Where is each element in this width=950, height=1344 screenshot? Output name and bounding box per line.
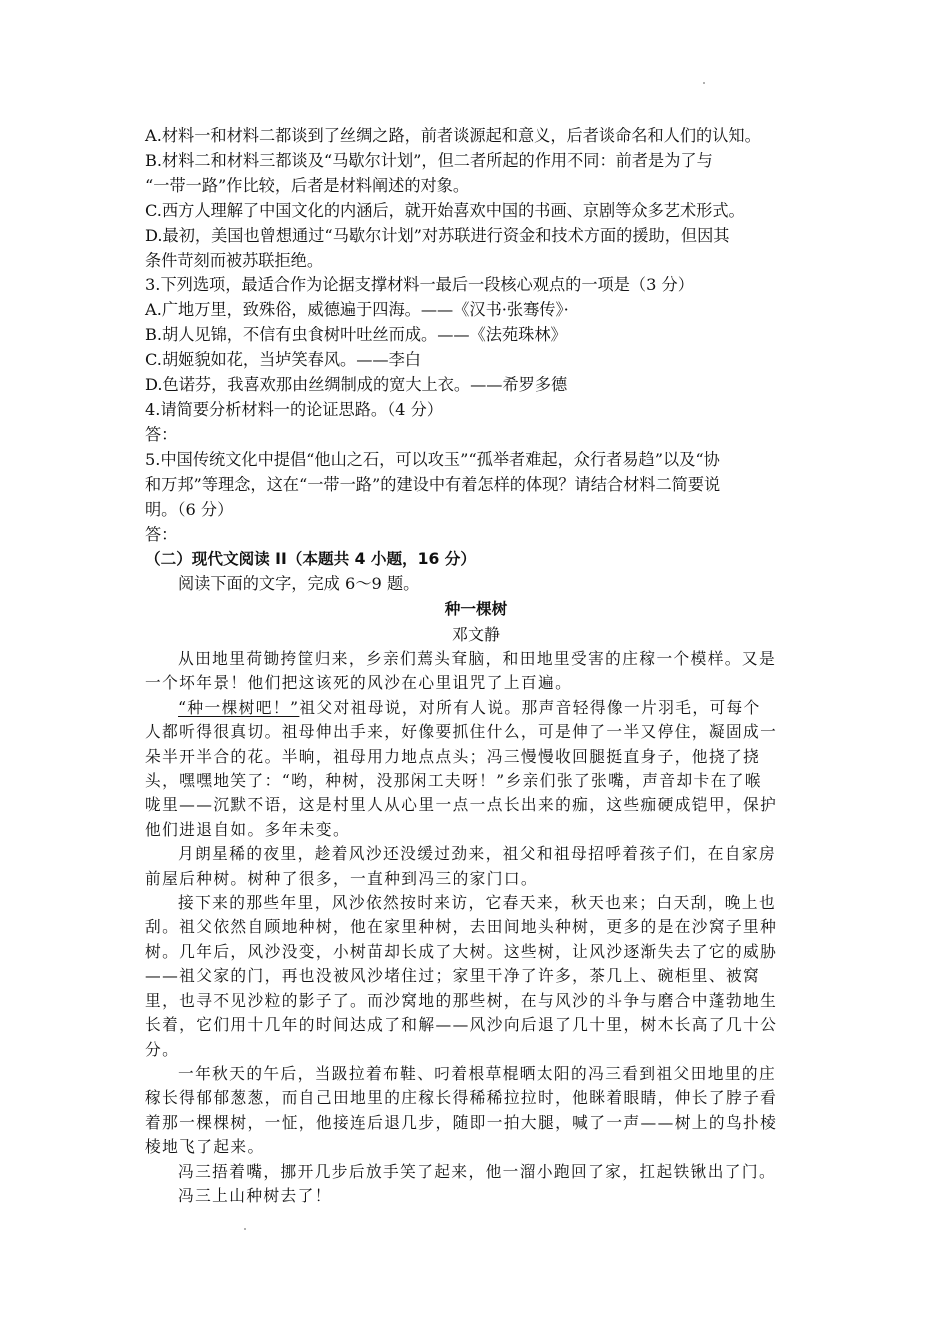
- q5-line: 和万邦”等理念，这在“一带一路”的建设中有着怎样的体现？请结合材料二简要说: [145, 474, 721, 494]
- story-paragraph-2: [145, 696, 807, 842]
- story-line: 头，嘿嘿地笑了：“哟，种树，没那闲工夫呀！”乡亲们张了张嘴，声音却卡在了喉: [145, 771, 762, 791]
- q3-option-b: B.胡人见锦，不信有虫食树叶吐丝而成。——《法苑珠林》: [145, 325, 567, 345]
- story-paragraph-3: [145, 842, 807, 891]
- story-paragraph-5: [145, 1062, 807, 1160]
- q5-line: 明。（6 分）: [145, 499, 234, 519]
- story-paragraph-7: [145, 1184, 807, 1208]
- story-line: 刮。祖父依然自顾地种树，他在家里种树，去田间地头种树，更多的是在沙窝子里种: [145, 917, 778, 937]
- story-line: 前屋后种树。树种了很多，一直种到冯三的家门口。: [145, 868, 539, 888]
- story-title: 种一棵树: [444, 600, 508, 618]
- q2-option-d: D.最初，美国也曾想通过“马歇尔计划”对苏联进行资金和技术方面的援助，但因其: [145, 225, 730, 245]
- question-5: [145, 448, 807, 548]
- scan-speck: [244, 1228, 246, 1230]
- story-line: 长着，它们用十几年的时间达成了和解——风沙向后退了几十里，树木长高了几十公: [145, 1015, 778, 1035]
- scan-speck: [703, 82, 705, 84]
- question-3: [145, 273, 807, 398]
- story-line: 朵半开半合的花。半晌，祖母用力地点点头；冯三慢慢收回腿挺直身子，他挠了挠: [145, 746, 761, 766]
- story-line: 接下来的那些年里，风沙依然按时来访，它春天来，秋天也来；白天刮，晚上也: [178, 893, 777, 913]
- story-line-rest: 祖父对祖母说，对所有人说。那声音轻得像一片羽毛，可每个: [299, 697, 761, 717]
- story-line: 一个坏年景！他们把这该死的风沙在心里诅咒了上百遍。: [145, 673, 573, 693]
- story-line: 树。几年后，风沙没变，小树苗却长成了大树。这些树，让风沙逐渐失去了它的威胁: [145, 941, 778, 961]
- story-line: 一年秋天的午后，当趿拉着布鞋、叼着根草棍晒太阳的冯三看到祖父田地里的庄: [178, 1063, 777, 1083]
- story-author: 邓文静: [451, 625, 500, 644]
- q2-option-b-cont: “一带一路”作比较，后者是材料阐述的对象。: [145, 175, 470, 195]
- story-line: 冯三上山种树去了！: [178, 1185, 332, 1205]
- story-line: 人都听得很真切。祖母伸出手来，好像要抓住什么，可是伸了一半又停住，凝固成一: [145, 722, 778, 742]
- story-line: 他们进退自如。多年未变。: [145, 819, 351, 839]
- story-line: 着那一棵棵树，一怔，他接连后退几步，随即一拍大腿，喊了一声——树上的鸟扑棱: [145, 1112, 778, 1132]
- q2-option-d-cont: 条件苛刻而被苏联拒绝。: [145, 250, 324, 270]
- question-2-options: [145, 124, 807, 273]
- story-line: 月朗星稀的夜里，趁着风沙还没缓过劲来，祖父和祖母招呼着孩子们，在自家房: [178, 844, 777, 864]
- answer-label: 答：: [145, 424, 178, 444]
- q2-option-c: C.西方人理解了中国文化的内涵后，就开始喜欢中国的书画、京剧等众多艺术形式。: [145, 200, 745, 220]
- story-paragraph-1: [145, 647, 807, 696]
- q5-line: 5.中国传统文化中提倡“他山之石，可以攻玉”“孤举者难起，众行者易趋”以及“协: [145, 449, 720, 469]
- story-line: 冯三捂着嘴，挪开几步后放手笑了起来，他一溜小跑回了家，扛起铁锹出了门。: [178, 1161, 777, 1181]
- story-line: 分。: [145, 1039, 180, 1059]
- section-instruction: 阅读下面的文字，完成 6～9 题。: [178, 574, 420, 594]
- q3-option-d: D.色诺芬，我喜欢那由丝绸制成的宽大上衣。——希罗多德: [145, 375, 568, 395]
- question-4: [145, 398, 807, 448]
- section-heading: （二）现代文阅读 II（本题共 4 小题，16 分）: [145, 550, 476, 569]
- story-line: 从田地里荷锄挎筐归来，乡亲们蔫头耷脑，和田地里受害的庄稼一个模样。又是: [178, 649, 777, 668]
- q3-option-c: C.胡姬貌如花，当垆笑春风。——李白: [145, 350, 421, 370]
- story-paragraph-4: [145, 891, 807, 1062]
- answer-label: 答：: [145, 524, 178, 544]
- story-line: 里，也寻不见沙粒的影子了。而沙窝地的那些树，在与风沙的斗争与磨合中蓬勃地生: [145, 990, 778, 1010]
- q3-stem: 3.下列选项，最适合作为论据支撑材料一最后一段核心观点的一项是（3 分）: [145, 275, 694, 295]
- q2-option-a: A.材料一和材料二都谈到了丝绸之路，前者谈源起和意义，后者谈命名和人们的认知。: [145, 126, 761, 145]
- story-line: 稼长得郁郁葱葱，而自己田地里的庄稼长得稀稀拉拉时，他眯着眼睛，伸长了脖子看: [145, 1088, 778, 1108]
- story-body: [145, 647, 807, 1208]
- story-line: [145, 696, 807, 720]
- exam-page: [145, 124, 807, 1208]
- story-line: 棱地飞了起来。: [145, 1137, 265, 1157]
- underlined-quote: “种一棵树吧！”: [178, 697, 300, 717]
- q4-stem: 4.请简要分析材料一的论证思路。（4 分）: [145, 399, 443, 419]
- q3-option-a: A.广地万里，致殊俗，威德遍于四海。——《汉书·张骞传》·: [145, 300, 569, 320]
- story-paragraph-6: [145, 1160, 807, 1184]
- story-line: ——祖父家的门，再也没被风沙堵住过；家里干净了许多，茶几上、碗柜里、被窝: [145, 966, 761, 986]
- q2-option-b: B.材料二和材料三都谈及“马歇尔计划”，但二者所起的作用不同：前者是为了与: [145, 150, 713, 170]
- story-line: 咙里——沉默不语，这是村里人从心里一点一点长出来的痂，这些痂硬成铠甲，保护: [145, 795, 778, 815]
